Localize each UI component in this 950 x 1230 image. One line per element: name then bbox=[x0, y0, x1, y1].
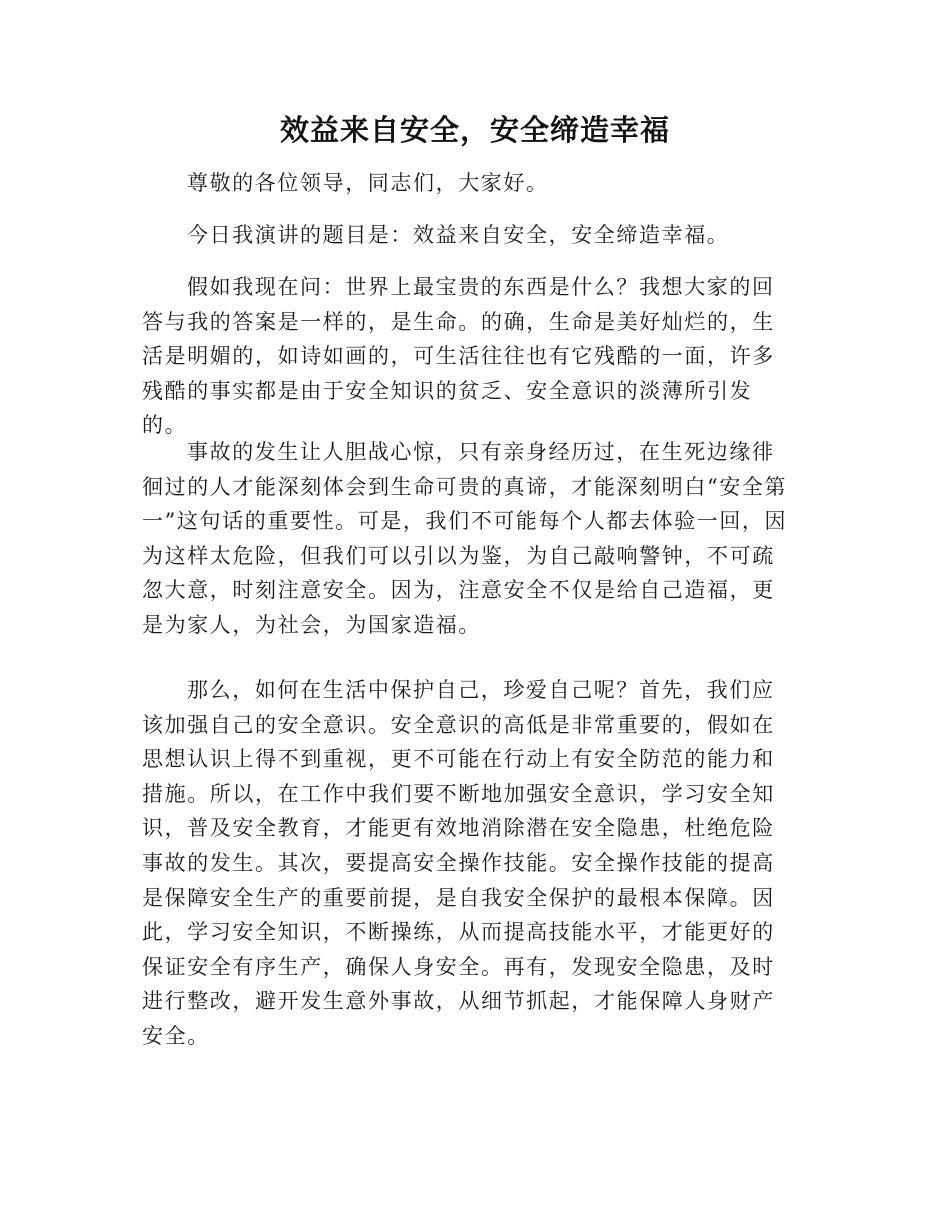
paragraph-text: 假如我现在问：世界上最宝贵的东西是什么？我想大家的回答与我的答案是一样的，是生命。的确，生命是美好灿烂的，生活是明媚的，如诗如画的，可生活往往也有它残酷的一面，许多残酷的事实都是由于安全知识的贫乏、安全意识的淡薄所引发的。 bbox=[142, 275, 775, 438]
paragraph-text: 那么，如何在生活中保护自己，珍爱自己呢？首先，我们应该加强自己的安全意识。安全意识的高低是非常重要的，假如在思想认识上得不到重视，更不可能在行动上有安全防范的能力和措施。所以，在工作中我们要不断地加强安全意识，学习安全知识，普及安全教育，才能更有效地消除潜在安全隐患，杜绝危险事故的发生。其次，要提高安全操作技能。安全操作技能的提高是保障安全生产的重要前提，是自我安全保护的最根本保障。因此，学习安全知识，不断操练，从而提高技能水平，才能更好的保证安全有序生产，确保人身安全。再有，发现安全隐患，及时进行整改，避开发生意外事故，从细节抓起，才能保障人身财产安全。 bbox=[142, 678, 775, 1048]
greeting-paragraph bbox=[142, 166, 796, 201]
body-paragraph-1 bbox=[142, 270, 796, 443]
document-title: 效益来自安全，安全缔造幸福 bbox=[279, 113, 670, 147]
topic-paragraph bbox=[142, 218, 796, 253]
paragraph-text: 事故的发生让人胆战心惊，只有亲身经历过，在生死边缘徘徊过的人才能深刻体会到生命可贵的真谛，才能深刻明白“安全第一”这句话的重要性。可是，我们不可能每个人都去体验一回，因为这样太危险，但我们可以引以为鉴，为自己敲响警钟，不可疏忽大意，时刻注意安全。因为，注意安全不仅是给自己造福，更是为家人，为社会，为国家造福。 bbox=[142, 440, 788, 637]
body-paragraph-2 bbox=[142, 435, 796, 643]
greeting-text: 尊敬的各位领导，同志们，大家好。 bbox=[187, 171, 549, 195]
topic-text: 今日我演讲的题目是：效益来自安全，安全缔造幸福。 bbox=[187, 223, 730, 247]
body-paragraph-3 bbox=[142, 673, 796, 1054]
